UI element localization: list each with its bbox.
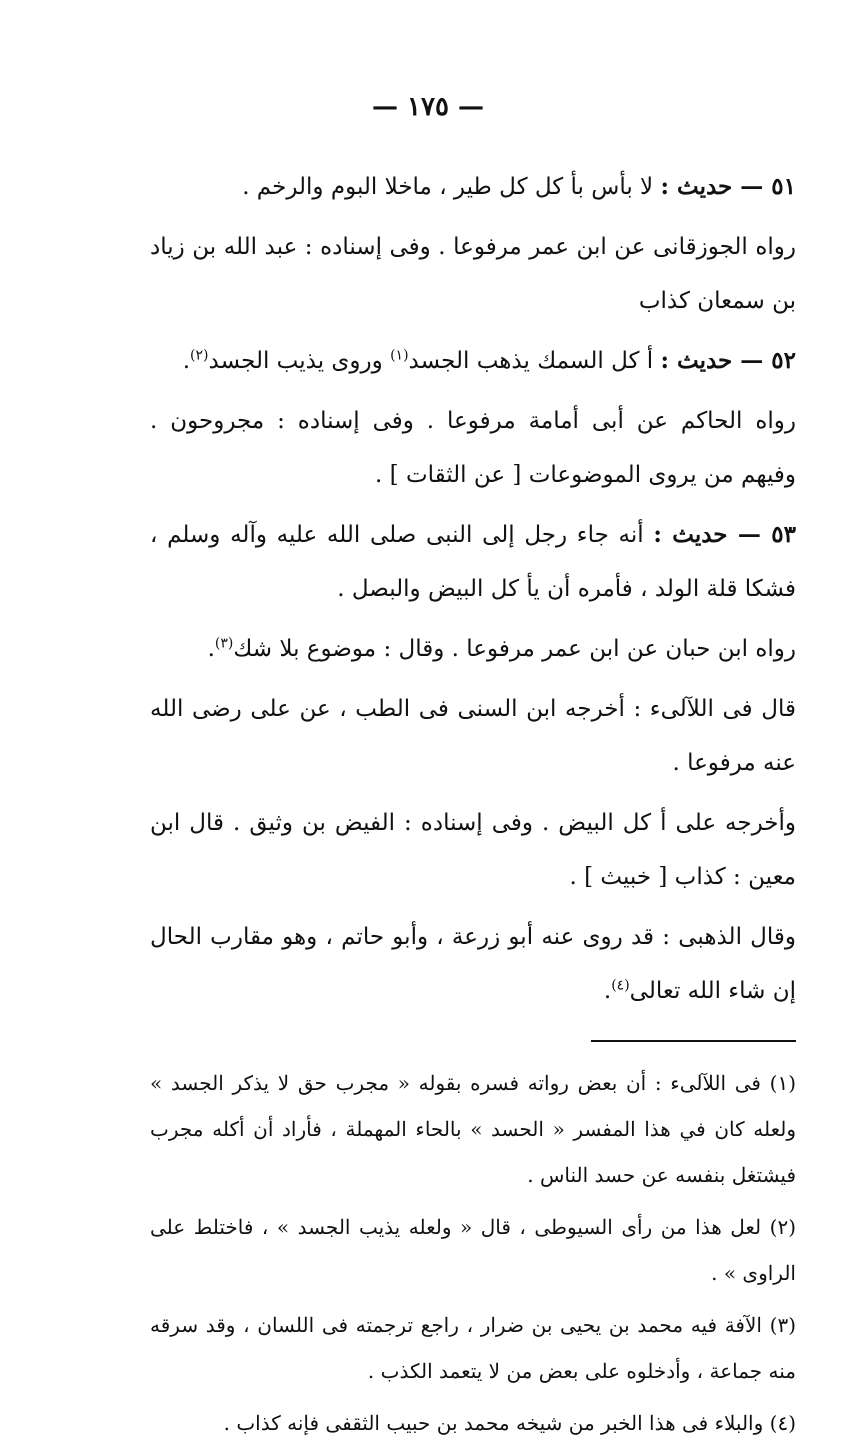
hadith-52	[150, 334, 796, 388]
main-text	[150, 160, 796, 1018]
footnote-ref: (١)	[390, 347, 409, 364]
footnote-3: (٣) الآفة فيه محمد بن يحيى بن ضرار ، راجع ترجمته فى اللسان ، وقد سرقه منه جماعة ، وأدخلوه على بعض من لا يتعمد الكذب .	[150, 1313, 796, 1383]
page-number: — ١٧٥ —	[371, 92, 485, 122]
footnote-ref: (٢)	[190, 347, 209, 364]
footnotes	[150, 1060, 796, 1446]
footnote-ref: (٣)	[214, 635, 234, 652]
narration-paragraph: وأخرجه على أ كل البيض . وفى إسناده : الفيض بن وثيق . قال ابن معين : كذاب [ خبيث ] .	[150, 810, 796, 890]
sentence-end: .	[207, 636, 215, 662]
sentence-end: .	[182, 348, 191, 374]
footnote-separator	[591, 1040, 796, 1042]
hadith-text: لا بأس بأ كل كل طير ، ماخلا البوم والرخم .	[242, 174, 654, 200]
hadith-text: أنه جاء رجل إلى النبى صلى الله عليه وآله وسلم ، فشكا قلة الولد ، فأمره أن يأ كل البيض والبصل .	[150, 522, 796, 602]
hadith-heading: ٥٣ — حديث :	[653, 521, 797, 548]
narration-paragraph	[150, 622, 796, 676]
narration-paragraph: قال فى اللآلىء : أخرجه ابن السنى فى الطب ، عن على رضى الله عنه مرفوعا .	[150, 696, 796, 776]
narration-text: رواه ابن حبان عن ابن عمر مرفوعا . وقال : موضوع بلا شك	[233, 636, 796, 662]
footnote-2: (٢) لعل هذا من رأى السيوطى ، قال « ولعله يذيب الجسد » ، فاختلط على الراوى » .	[150, 1215, 796, 1285]
narration-paragraph: رواه الحاكم عن أبى أمامة مرفوعا . وفى إسناده : مجروحون . وفيهم من يروى الموضوعات [ عن الثقات ] .	[150, 408, 796, 488]
sentence-end: .	[603, 978, 612, 1004]
hadith-heading: ٥١ — حديث :	[660, 173, 796, 200]
footnote-1: (١) فى اللآلىء : أن بعض رواته فسره بقوله « مجرب حق لا يذكر الجسد » ولعله كان في هذا المفسر « الحسد » بالحاء المهملة ، فأراد أن أكله مجرب فيشتغل بنفسه عن حسد الناس .	[150, 1071, 796, 1187]
narration-paragraph: رواه الجوزقانى عن ابن عمر مرفوعا . وفى إسناده : عبد الله بن زياد بن سمعان كذاب	[150, 234, 796, 314]
hadith-53	[150, 508, 796, 616]
page-content	[150, 160, 796, 1452]
footnote-ref: (٤)	[611, 977, 630, 994]
hadith-text: أ كل السمك يذهب الجسد	[408, 348, 654, 374]
hadith-51	[150, 160, 796, 214]
footnote-4: (٤) والبلاء فى هذا الخبر من شيخه محمد بن حبيب الثقفى فإنه كذاب .	[223, 1411, 796, 1435]
narration-paragraph	[150, 910, 796, 1018]
footnote-rule-wrap	[150, 1040, 796, 1042]
hadith-heading: ٥٢ — حديث :	[660, 347, 796, 374]
narration-text: وقال الذهبى : قد روى عنه أبو زرعة ، وأبو حاتم ، وهو مقارب الحال إن شاء الله تعالى	[150, 924, 796, 1004]
hadith-text-cont: وروى يذيب الجسد	[208, 348, 391, 374]
